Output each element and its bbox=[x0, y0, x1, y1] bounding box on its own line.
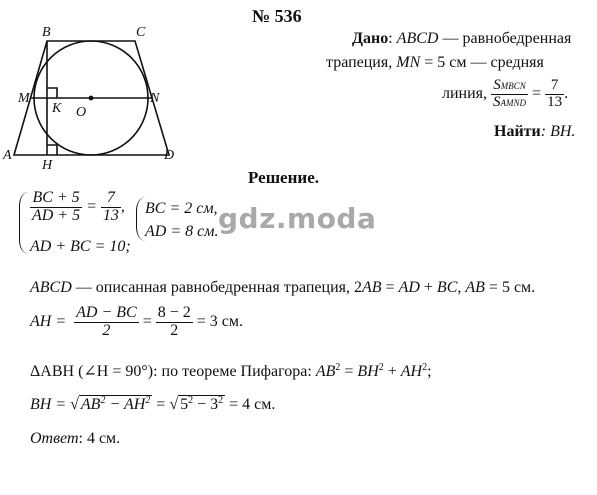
find-label: Найти bbox=[494, 123, 541, 140]
label-a: A bbox=[3, 148, 12, 163]
right-angle-k bbox=[47, 88, 57, 98]
label-h: H bbox=[42, 158, 53, 173]
solution-line-1: ABCD — описанная равнобедренная трапеция, 2AB = AD + BC, AB = 5 см. bbox=[30, 279, 536, 296]
system1-row2: AD + BC = 10; bbox=[30, 238, 131, 255]
trapezoid-figure bbox=[0, 24, 200, 174]
ratio-value-fraction: $\frac{7}{13}$ bbox=[547, 77, 563, 110]
solution-line-ah: AH = $\frac{AD - BC}{2}$ = $\frac{8 - 2}{2}$ = 3 см. bbox=[30, 304, 244, 339]
given-line-2: трапеция, MN = 5 см — средняя bbox=[326, 54, 544, 71]
label-m: M bbox=[18, 91, 30, 106]
label-b: B bbox=[42, 25, 51, 40]
label-o: O bbox=[76, 105, 87, 120]
right-angle-h bbox=[47, 145, 57, 155]
given-line-1: Дано: ABCD — равнобедренная bbox=[352, 30, 572, 47]
area-ratio-fraction: $\frac{\text{SMBCN}}{\text{SAMND}}$ bbox=[493, 77, 527, 110]
system1-row1: $\frac{BC + 5}{AD + 5}$ = $\frac{7}{13}$ , bbox=[32, 189, 125, 224]
watermark-logo: gdz.moda bbox=[218, 202, 377, 235]
answer-label: Ответ bbox=[30, 430, 79, 447]
system2-row1: BC = 2 см, bbox=[145, 200, 218, 217]
solution-line-pythagoras: ΔABH (∠H = 90°): по теореме Пифагора: $AB^2 = BH^2 + AH^2$; bbox=[30, 362, 432, 380]
solution-line-bh: BH = √ $AB^2 - AH^2$ = √ $5^2 - 3^2 = 4$ см. bbox=[30, 395, 276, 413]
center-o bbox=[89, 96, 94, 101]
given-label: Дано bbox=[352, 30, 389, 47]
find-line: Найти: BH. bbox=[494, 123, 576, 140]
system1-brace bbox=[19, 192, 29, 254]
label-n: N bbox=[150, 91, 160, 106]
label-c: C bbox=[136, 25, 146, 40]
label-d: D bbox=[164, 148, 175, 163]
problem-number: № 536 bbox=[252, 6, 302, 26]
system2-row2: AD = 8 см. bbox=[145, 223, 219, 240]
solution-title: Решение. bbox=[248, 168, 319, 187]
given-line-3: линия, $\frac{\text{SMBCN}}{\text{SAMND}}$ = $\frac{7}{13}$ . bbox=[442, 77, 569, 110]
answer-line: Ответ: 4 см. bbox=[30, 430, 121, 447]
label-k: K bbox=[52, 101, 62, 116]
